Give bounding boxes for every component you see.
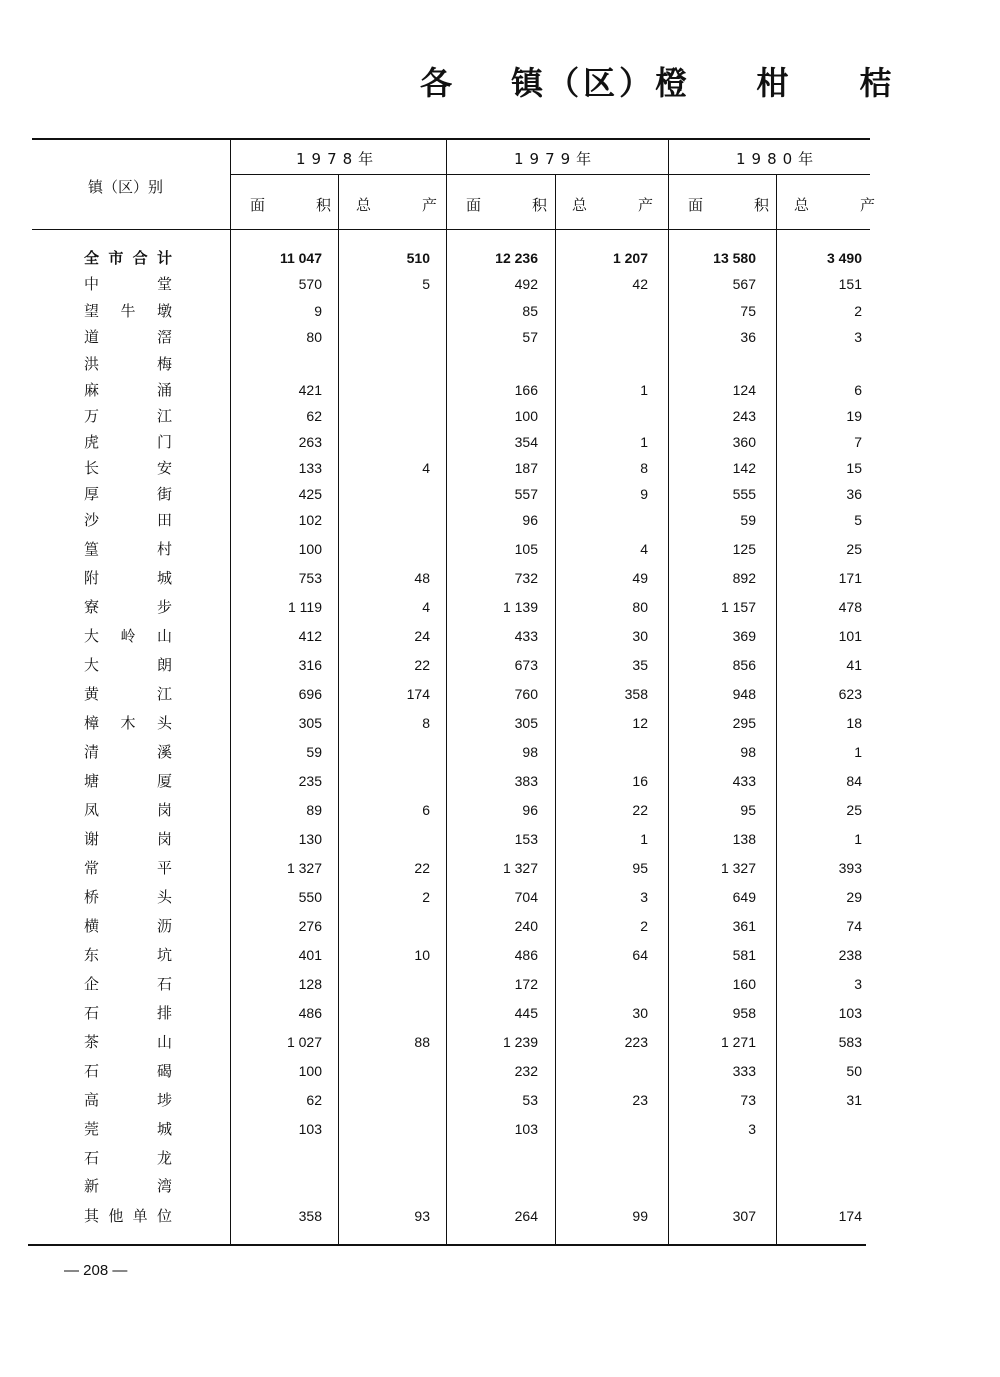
row-name: 望 牛 墩: [84, 302, 172, 320]
cell-value: 856: [732, 657, 756, 673]
cell-value: 93: [414, 1208, 430, 1224]
cell-value: 732: [514, 570, 538, 586]
cell-value: 550: [298, 889, 322, 905]
table-row: [0, 325, 1000, 349]
cell-value: 25: [846, 541, 862, 557]
cell-value: 264: [514, 1208, 538, 1224]
row-header-label: 镇（区）别: [88, 178, 164, 196]
cell-value: 98: [740, 744, 756, 760]
cell-value: 103: [514, 1121, 538, 1137]
table-row: [0, 740, 1000, 764]
cell-value: 172: [514, 976, 538, 992]
cell-value: 6: [854, 382, 862, 398]
row-name: 黄 江: [84, 685, 172, 703]
subheader-output-1980: 总 产: [794, 196, 894, 214]
cell-value: 36: [846, 486, 862, 502]
cell-value: 486: [514, 947, 538, 963]
cell-value: 103: [298, 1121, 322, 1137]
cell-value: 383: [514, 773, 538, 789]
row-name: 东 坑: [84, 946, 172, 964]
cell-value: 2: [422, 889, 430, 905]
cell-value: 166: [514, 382, 538, 398]
cell-value: 88: [414, 1034, 430, 1050]
table-row: [0, 566, 1000, 590]
cell-value: 11 047: [279, 250, 322, 266]
cell-value: 187: [514, 460, 538, 476]
cell-value: 85: [522, 303, 538, 319]
table-row: [0, 299, 1000, 323]
row-name: 大 朗: [84, 656, 172, 674]
cell-value: 8: [422, 715, 430, 731]
cell-value: 1 327: [286, 860, 322, 876]
cell-value: 263: [298, 434, 322, 450]
row-name: 长 安: [84, 459, 172, 477]
row-name: 石 碣: [84, 1062, 172, 1080]
table-row: [0, 1174, 1000, 1198]
cell-value: 510: [406, 250, 430, 266]
cell-value: 305: [298, 715, 322, 731]
cell-value: 73: [740, 1092, 756, 1108]
table-row: [0, 769, 1000, 793]
cell-value: 358: [624, 686, 648, 702]
cell-value: 133: [298, 460, 322, 476]
table-row: [0, 482, 1000, 506]
cell-value: 174: [406, 686, 430, 702]
cell-value: 295: [732, 715, 756, 731]
cell-value: 421: [298, 382, 322, 398]
year-header-1980: 1980年: [736, 150, 820, 168]
cell-value: 42: [632, 276, 648, 292]
cell-value: 98: [522, 744, 538, 760]
cell-value: 412: [298, 628, 322, 644]
table-row: [0, 508, 1000, 532]
cell-value: 171: [838, 570, 862, 586]
cell-value: 4: [422, 599, 430, 615]
cell-value: 1 239: [502, 1034, 538, 1050]
cell-value: 557: [514, 486, 538, 502]
cell-value: 22: [414, 657, 430, 673]
cell-value: 62: [306, 1092, 322, 1108]
cell-value: 3: [854, 329, 862, 345]
table-row: [0, 827, 1000, 851]
row-name: 樟 木 头: [84, 714, 172, 732]
cell-value: 10: [414, 947, 430, 963]
cell-value: 232: [514, 1063, 538, 1079]
cell-value: 130: [298, 831, 322, 847]
table-row: [0, 404, 1000, 428]
cell-value: 958: [732, 1005, 756, 1021]
cell-value: 16: [632, 773, 648, 789]
cell-value: 2: [640, 918, 648, 934]
cell-value: 124: [732, 382, 756, 398]
cell-value: 673: [514, 657, 538, 673]
row-name: 虎 门: [84, 433, 172, 451]
cell-value: 753: [298, 570, 322, 586]
cell-value: 1 327: [720, 860, 756, 876]
cell-value: 57: [522, 329, 538, 345]
cell-value: 1 271: [720, 1034, 756, 1050]
row-name: 高 埗: [84, 1091, 172, 1109]
row-name: 塘 厦: [84, 772, 172, 790]
cell-value: 567: [732, 276, 756, 292]
row-name: 中 堂: [84, 275, 172, 293]
table-row: [0, 885, 1000, 909]
cell-value: 6: [422, 802, 430, 818]
table-row: [0, 943, 1000, 967]
row-name: 石 排: [84, 1004, 172, 1022]
subheader-area-1980: 面 积: [688, 196, 788, 214]
cell-value: 96: [522, 802, 538, 818]
row-name: 万 江: [84, 407, 172, 425]
row-name: 莞 城: [84, 1120, 172, 1138]
cell-value: 478: [838, 599, 862, 615]
row-name: 麻 涌: [84, 381, 172, 399]
cell-value: 174: [838, 1208, 862, 1224]
row-name: 附 城: [84, 569, 172, 587]
cell-value: 128: [298, 976, 322, 992]
cell-value: 3: [854, 976, 862, 992]
cell-value: 276: [298, 918, 322, 934]
cell-value: 95: [740, 802, 756, 818]
cell-value: 15: [846, 460, 862, 476]
cell-value: 53: [522, 1092, 538, 1108]
cell-value: 100: [298, 1063, 322, 1079]
table-row: [0, 595, 1000, 619]
cell-value: 2: [854, 303, 862, 319]
cell-value: 401: [298, 947, 322, 963]
cell-value: 74: [846, 918, 862, 934]
cell-value: 1: [640, 831, 648, 847]
cell-value: 9: [640, 486, 648, 502]
row-name: 沙 田: [84, 511, 172, 529]
cell-value: 100: [514, 408, 538, 424]
cell-value: 19: [846, 408, 862, 424]
cell-value: 30: [632, 628, 648, 644]
table-row: [0, 352, 1000, 376]
cell-value: 892: [732, 570, 756, 586]
cell-value: 623: [838, 686, 862, 702]
table-row: [0, 1001, 1000, 1025]
cell-value: 8: [640, 460, 648, 476]
year-header-1979: 1979年: [514, 150, 598, 168]
cell-value: 240: [514, 918, 538, 934]
cell-value: 307: [732, 1208, 756, 1224]
cell-value: 492: [514, 276, 538, 292]
cell-value: 25: [846, 802, 862, 818]
cell-value: 142: [732, 460, 756, 476]
cell-value: 102: [298, 512, 322, 528]
table-top-rule: [32, 138, 870, 140]
cell-value: 59: [306, 744, 322, 760]
cell-value: 95: [632, 860, 648, 876]
cell-value: 99: [632, 1208, 648, 1224]
title-part-2: 镇（区）橙: [511, 64, 692, 102]
row-name: 寮 步: [84, 598, 172, 616]
cell-value: 3: [748, 1121, 756, 1137]
cell-value: 243: [732, 408, 756, 424]
cell-value: 1 027: [286, 1034, 322, 1050]
cell-value: 22: [632, 802, 648, 818]
table-row: [0, 1030, 1000, 1054]
table-row: [0, 711, 1000, 735]
cell-value: 84: [846, 773, 862, 789]
cell-value: 361: [732, 918, 756, 934]
row-name: 石 龙: [84, 1149, 172, 1167]
cell-value: 80: [306, 329, 322, 345]
row-name: 桥 头: [84, 888, 172, 906]
page-number: — 208 —: [64, 1262, 128, 1279]
row-name: 新 湾: [84, 1177, 172, 1195]
cell-value: 433: [514, 628, 538, 644]
cell-value: 13 580: [713, 250, 756, 266]
row-name: 企 石: [84, 975, 172, 993]
table-row: [0, 430, 1000, 454]
cell-value: 24: [414, 628, 430, 644]
cell-value: 30: [632, 1005, 648, 1021]
row-name: 谢 岗: [84, 830, 172, 848]
cell-value: 238: [838, 947, 862, 963]
row-name: 横 沥: [84, 917, 172, 935]
table-row: [0, 624, 1000, 648]
cell-value: 153: [514, 831, 538, 847]
cell-value: 62: [306, 408, 322, 424]
cell-value: 316: [298, 657, 322, 673]
cell-value: 96: [522, 512, 538, 528]
cell-value: 35: [632, 657, 648, 673]
subheader-area-1979: 面 积: [466, 196, 566, 214]
cell-value: 704: [514, 889, 538, 905]
cell-value: 4: [640, 541, 648, 557]
row-name: 洪 梅: [84, 355, 172, 373]
row-name: 道 滘: [84, 328, 172, 346]
header-year-rule: [230, 174, 870, 175]
cell-value: 103: [838, 1005, 862, 1021]
cell-value: 23: [632, 1092, 648, 1108]
cell-value: 3 490: [826, 250, 862, 266]
cell-value: 101: [838, 628, 862, 644]
cell-value: 151: [838, 276, 862, 292]
year-header-1978: 1978年: [296, 150, 380, 168]
cell-value: 89: [306, 802, 322, 818]
cell-value: 64: [632, 947, 648, 963]
cell-value: 49: [632, 570, 648, 586]
title-part-3: 柑: [756, 64, 793, 102]
cell-value: 29: [846, 889, 862, 905]
row-name: 大 岭 山: [84, 627, 172, 645]
cell-value: 333: [732, 1063, 756, 1079]
table-row: [0, 246, 1000, 270]
table-row: [0, 378, 1000, 402]
row-name: 篁 村: [84, 540, 172, 558]
row-name: 其 他 单 位: [84, 1207, 172, 1225]
table-row: [0, 798, 1000, 822]
table-row: [0, 1204, 1000, 1228]
cell-value: 1 157: [720, 599, 756, 615]
cell-value: 1 327: [502, 860, 538, 876]
cell-value: 1: [854, 831, 862, 847]
cell-value: 125: [732, 541, 756, 557]
row-name: 凤 岗: [84, 801, 172, 819]
table-row: [0, 272, 1000, 296]
cell-value: 5: [854, 512, 862, 528]
cell-value: 1: [854, 744, 862, 760]
table-row: [0, 456, 1000, 480]
row-name: 清 溪: [84, 743, 172, 761]
cell-value: 393: [838, 860, 862, 876]
cell-value: 5: [422, 276, 430, 292]
cell-value: 1 139: [502, 599, 538, 615]
cell-value: 433: [732, 773, 756, 789]
title-part-4: 桔: [859, 64, 896, 102]
cell-value: 50: [846, 1063, 862, 1079]
cell-value: 80: [632, 599, 648, 615]
cell-value: 425: [298, 486, 322, 502]
table-row: [0, 682, 1000, 706]
table-row: [0, 653, 1000, 677]
table-bottom-rule: [28, 1244, 866, 1246]
cell-value: 9: [314, 303, 322, 319]
table-row: [0, 856, 1000, 880]
cell-value: 445: [514, 1005, 538, 1021]
table-row: [0, 1117, 1000, 1141]
cell-value: 1 207: [612, 250, 648, 266]
cell-value: 696: [298, 686, 322, 702]
table-row: [0, 1088, 1000, 1112]
cell-value: 1: [640, 434, 648, 450]
cell-value: 583: [838, 1034, 862, 1050]
cell-value: 3: [640, 889, 648, 905]
cell-value: 555: [732, 486, 756, 502]
table-row: [0, 1059, 1000, 1083]
cell-value: 105: [514, 541, 538, 557]
cell-value: 31: [846, 1092, 862, 1108]
cell-value: 235: [298, 773, 322, 789]
table-row: [0, 537, 1000, 561]
cell-value: 760: [514, 686, 538, 702]
cell-value: 948: [732, 686, 756, 702]
row-name: 厚 街: [84, 485, 172, 503]
cell-value: 160: [732, 976, 756, 992]
cell-value: 4: [422, 460, 430, 476]
row-name: 全 市 合 计: [84, 249, 172, 267]
cell-value: 581: [732, 947, 756, 963]
table-row: [0, 914, 1000, 938]
cell-value: 18: [846, 715, 862, 731]
subheader-area-1978: 面 积: [250, 196, 350, 214]
cell-value: 12 236: [495, 250, 538, 266]
cell-value: 36: [740, 329, 756, 345]
cell-value: 486: [298, 1005, 322, 1021]
title-part-1: 各: [420, 64, 457, 102]
cell-value: 48: [414, 570, 430, 586]
cell-value: 1: [640, 382, 648, 398]
row-name: 茶 山: [84, 1033, 172, 1051]
cell-value: 100: [298, 541, 322, 557]
cell-value: 41: [846, 657, 862, 673]
header-bottom-rule: [32, 229, 870, 230]
cell-value: 12: [632, 715, 648, 731]
cell-value: 649: [732, 889, 756, 905]
cell-value: 360: [732, 434, 756, 450]
cell-value: 138: [732, 831, 756, 847]
cell-value: 7: [854, 434, 862, 450]
subheader-output-1979: 总 产: [572, 196, 672, 214]
cell-value: 59: [740, 512, 756, 528]
subheader-output-1978: 总 产: [356, 196, 456, 214]
row-name: 常 平: [84, 859, 172, 877]
cell-value: 22: [414, 860, 430, 876]
cell-value: 369: [732, 628, 756, 644]
table-row: [0, 972, 1000, 996]
cell-value: 223: [624, 1034, 648, 1050]
cell-value: 75: [740, 303, 756, 319]
cell-value: 358: [298, 1208, 322, 1224]
cell-value: 570: [298, 276, 322, 292]
cell-value: 305: [514, 715, 538, 731]
table-row: [0, 1146, 1000, 1170]
cell-value: 1 119: [288, 599, 322, 615]
page-title: [420, 58, 896, 104]
cell-value: 354: [514, 434, 538, 450]
